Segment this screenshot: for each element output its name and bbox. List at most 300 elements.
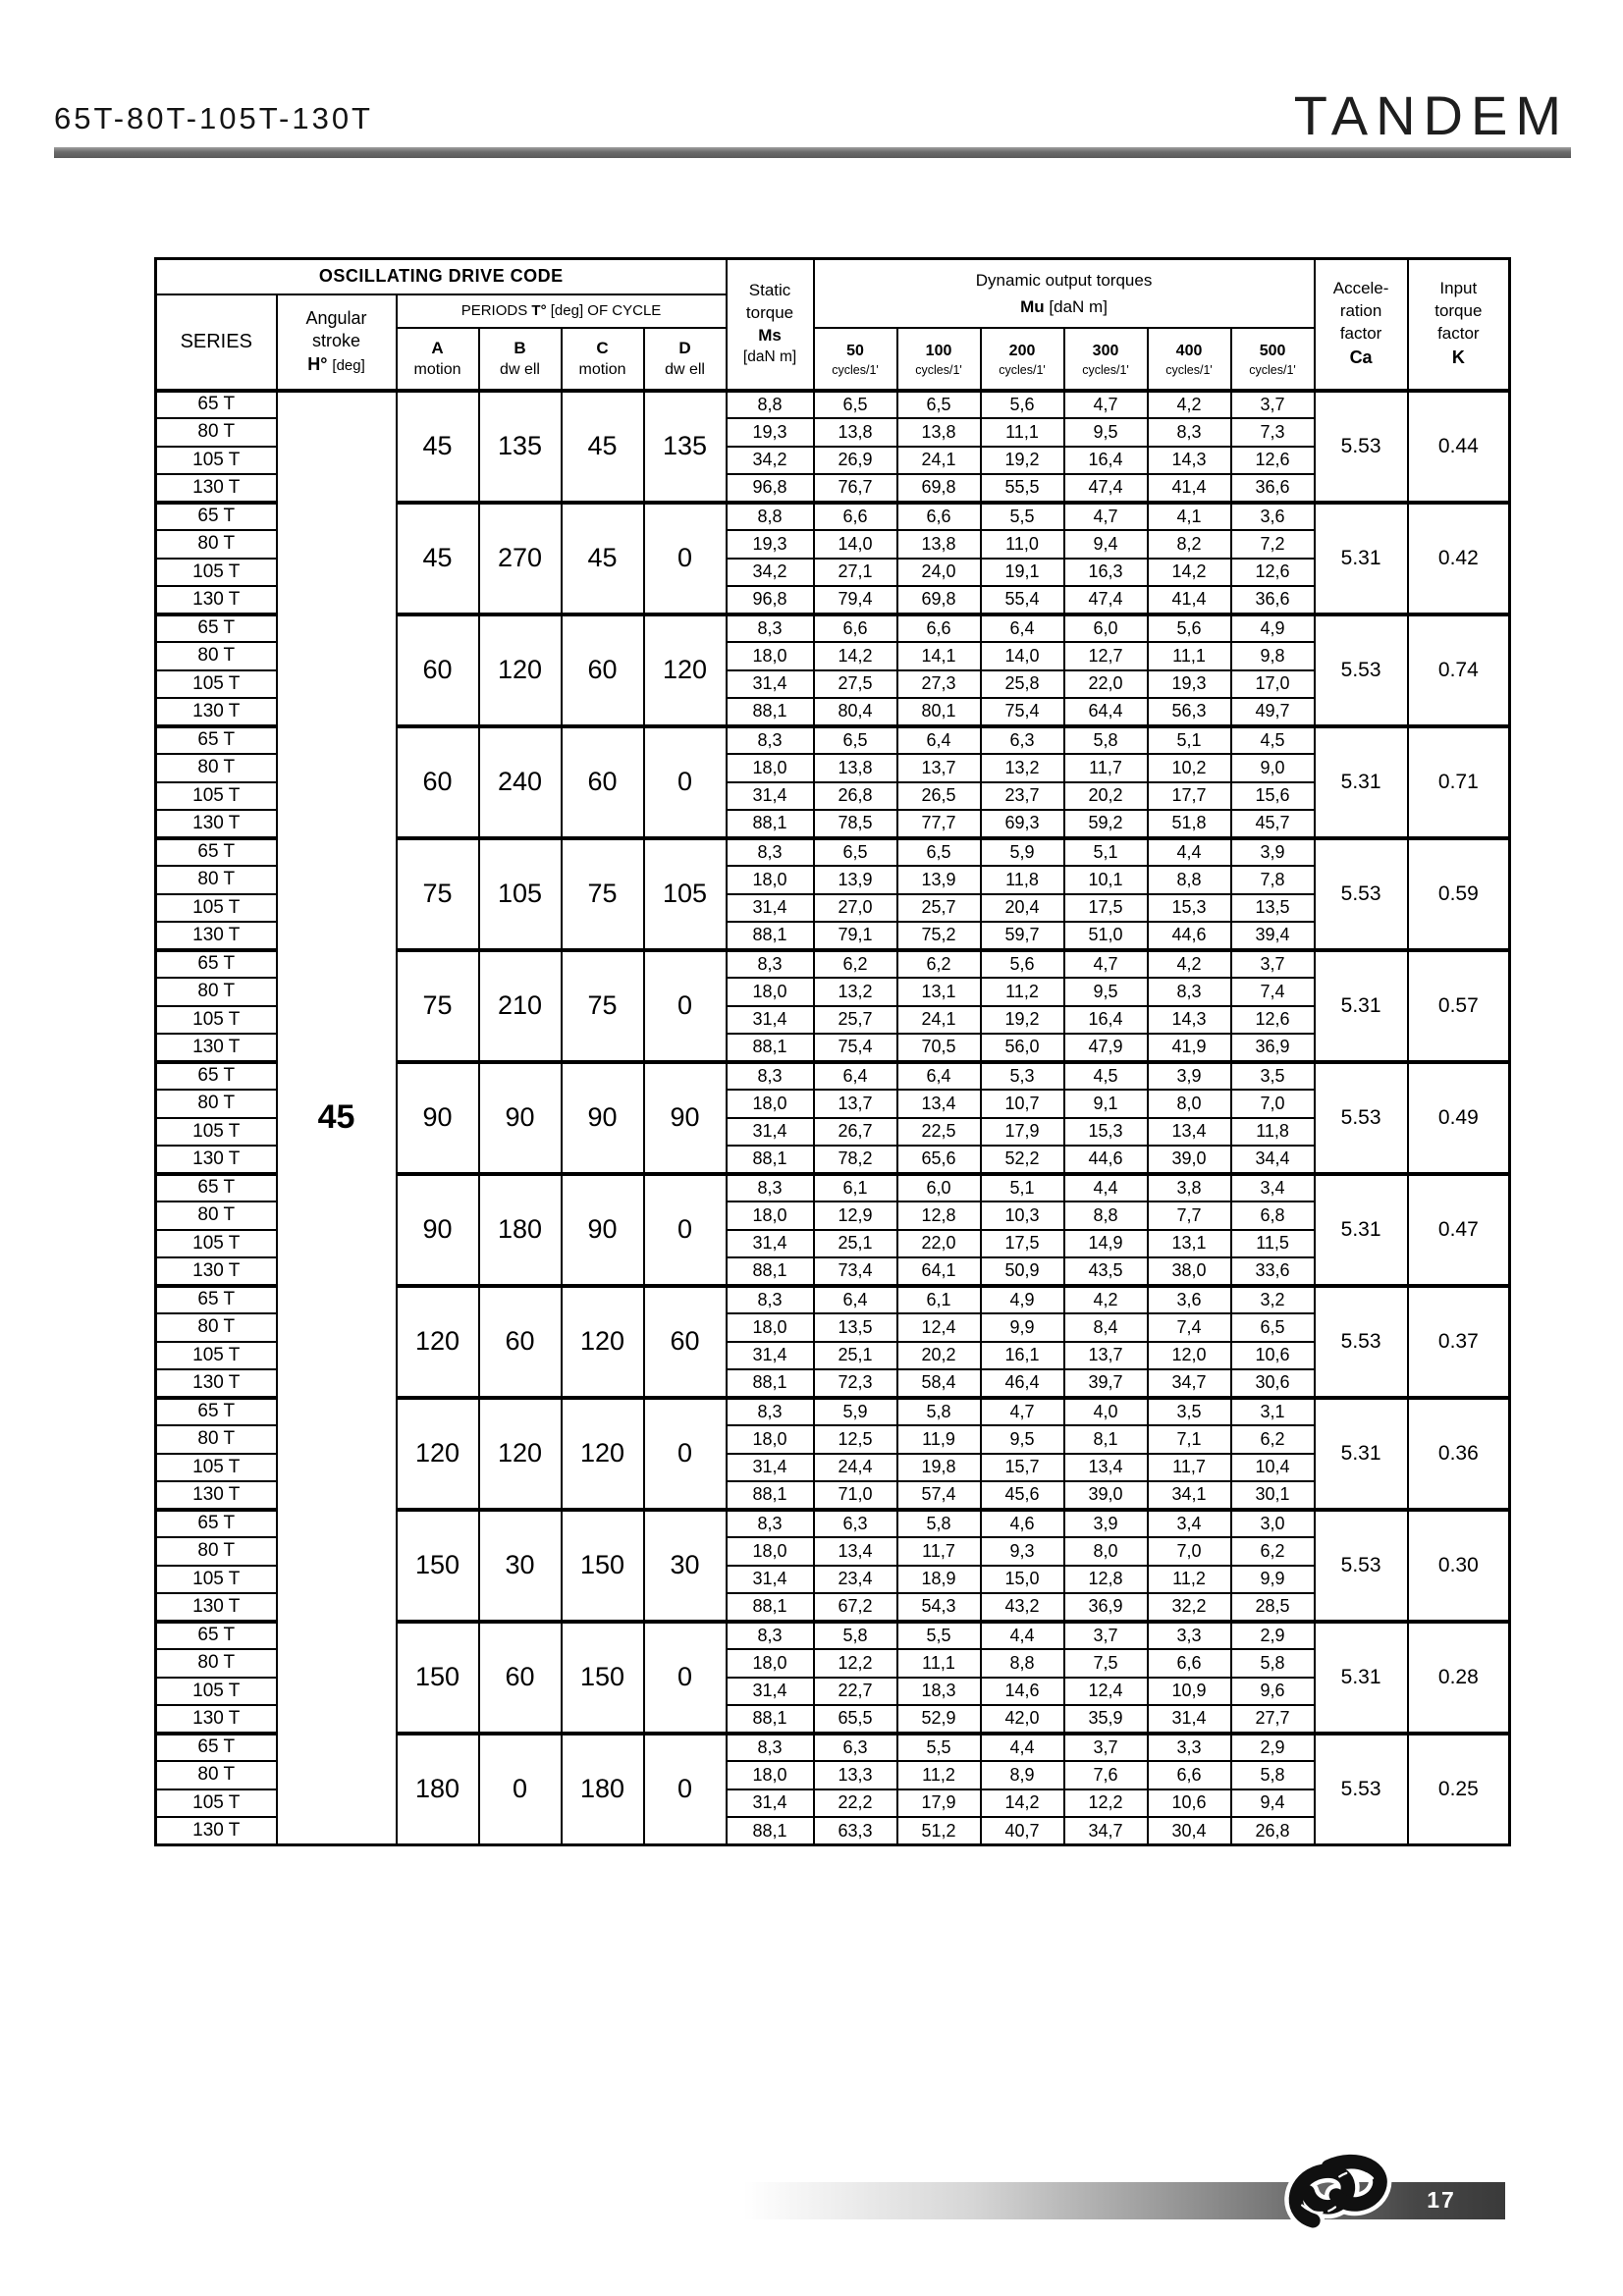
ms-value: 88,1 [727,1369,814,1398]
period-d-value: 0 [644,726,727,838]
mu-value: 56,0 [981,1034,1064,1062]
mu-value: 5,1 [981,1174,1064,1202]
cycles-100-unit: cycles/1' [915,363,962,378]
series-cell: 105 T [156,782,277,811]
ms-value: 31,4 [727,1454,814,1482]
mu-value: 15,3 [1148,894,1231,923]
period-b-value: 0 [479,1734,562,1845]
mu-value: 6,6 [814,614,897,643]
mu-value: 8,8 [981,1649,1064,1678]
header-periods [397,294,727,328]
mu-value: 5,5 [897,1622,981,1650]
mu-value: 6,4 [897,726,981,755]
mu-value: 36,6 [1231,586,1315,614]
mu-value: 7,4 [1148,1313,1231,1342]
period-c-value: 75 [562,950,644,1062]
series-cell: 130 T [156,1705,277,1734]
brand-title: TANDEM [1293,84,1569,146]
period-c-value: 45 [562,503,644,614]
period-c-value: 90 [562,1174,644,1286]
ms-value: 8,3 [727,1398,814,1426]
mu-value: 13,9 [814,866,897,894]
mu-value: 13,7 [1064,1342,1148,1370]
mu-value: 3,2 [1231,1286,1315,1314]
cycles-200-value: 200 [1008,342,1036,359]
mu-value: 5,8 [1231,1649,1315,1678]
mu-value: 22,0 [1064,670,1148,699]
series-cell: 80 T [156,1537,277,1566]
mu-value: 13,4 [1148,1118,1231,1147]
mu-value: 26,5 [897,782,981,811]
series-cell: 130 T [156,1257,277,1286]
mu-value: 52,9 [897,1705,981,1734]
k-value: 0.57 [1408,950,1510,1062]
ms-value: 8,8 [727,503,814,531]
period-b-value: 30 [479,1510,562,1622]
mu-value: 59,2 [1064,810,1148,838]
period-b-value: 180 [479,1174,562,1286]
header-cycles-500 [1231,328,1315,391]
mu-value: 10,3 [981,1201,1064,1230]
series-cell: 105 T [156,894,277,923]
mu-value: 12,4 [1064,1678,1148,1706]
dynamic-title: Dynamic output torques [975,270,1153,290]
mu-value: 5,5 [981,503,1064,531]
period-d-value: 0 [644,950,727,1062]
h-deg-unit: [deg] [332,356,365,374]
k-value: 0.74 [1408,614,1510,726]
period-d-value: 105 [644,838,727,950]
mu-value: 6,0 [1064,614,1148,643]
mu-value: 3,1 [1231,1398,1315,1426]
period-c-value: 150 [562,1622,644,1734]
mu-value: 6,3 [814,1510,897,1538]
angular-word-2: stroke [311,331,361,351]
mu-value: 11,2 [1148,1566,1231,1594]
static-word-2: torque [745,303,794,323]
mu-value: 6,5 [814,838,897,867]
mu-value: 26,9 [814,447,897,475]
mu-value: 13,2 [814,978,897,1006]
mu-value: 9,6 [1231,1678,1315,1706]
mu-value: 22,2 [814,1789,897,1818]
mu-value: 3,9 [1231,838,1315,867]
mu-value: 6,2 [814,950,897,979]
ms-value: 31,4 [727,1342,814,1370]
ms-unit: [daN m] [742,348,797,366]
mu-value: 65,6 [897,1146,981,1174]
period-d-value: 0 [644,503,727,614]
mu-value: 14,1 [897,642,981,670]
period-d-value: 0 [644,1622,727,1734]
mu-value: 41,4 [1148,474,1231,503]
ms-value: 18,0 [727,1537,814,1566]
mu-value: 10,4 [1231,1454,1315,1482]
header-rule [54,147,1571,158]
series-cell: 65 T [156,1062,277,1091]
ms-value: 8,8 [727,391,814,419]
period-a-value: 60 [397,726,479,838]
mu-value: 14,2 [1148,559,1231,587]
mu-value: 4,5 [1064,1062,1148,1091]
header-acceleration-factor [1315,259,1408,391]
mu-value: 19,8 [897,1454,981,1482]
series-cell: 105 T [156,1566,277,1594]
series-cell: 65 T [156,950,277,979]
ca-symbol: Ca [1349,347,1373,368]
mu-value: 3,7 [1064,1622,1148,1650]
mu-value: 43,2 [981,1593,1064,1622]
mu-value: 15,7 [981,1454,1064,1482]
mu-value: 14,2 [814,642,897,670]
mu-value: 47,9 [1064,1034,1148,1062]
mu-value: 3,3 [1148,1622,1231,1650]
period-b-value: 135 [479,391,562,503]
ca-value: 5.31 [1315,1622,1408,1734]
mu-value: 28,5 [1231,1593,1315,1622]
mu-value: 12,0 [1148,1342,1231,1370]
mu-value: 4,2 [1148,391,1231,419]
mu-value: 6,2 [1231,1425,1315,1454]
mu-value: 57,4 [897,1481,981,1510]
static-word-1: Static [748,281,791,300]
mu-value: 8,8 [1148,866,1231,894]
header-period-c [562,328,644,391]
mu-value: 10,2 [1148,754,1231,782]
mu-value: 30,6 [1231,1369,1315,1398]
period-d-value: 135 [644,391,727,503]
header-cycles-50 [814,328,897,391]
table-body [156,391,1510,1845]
mu-value: 4,5 [1231,726,1315,755]
ms-value: 31,4 [727,1789,814,1818]
ca-value: 5.53 [1315,838,1408,950]
mu-value: 10,6 [1148,1789,1231,1818]
mu-value: 9,3 [981,1537,1064,1566]
period-d-value: 90 [644,1062,727,1174]
mu-value: 20,4 [981,894,1064,923]
ms-value: 8,3 [727,726,814,755]
header-period-a [397,328,479,391]
period-a-value: 75 [397,838,479,950]
mu-value: 4,9 [981,1286,1064,1314]
header-cycles-200 [981,328,1064,391]
series-cell: 65 T [156,614,277,643]
angular-word-1: Angular [305,307,367,328]
period-a-value: 180 [397,1734,479,1845]
cycles-500-unit: cycles/1' [1249,363,1296,378]
cycles-50-unit: cycles/1' [832,363,879,378]
series-cell: 65 T [156,391,277,419]
period-c-value: 120 [562,1286,644,1398]
mu-value: 26,8 [1231,1817,1315,1845]
mu-value: 34,4 [1231,1146,1315,1174]
mu-value: 6,5 [897,838,981,867]
mu-value: 5,8 [1231,1761,1315,1789]
series-cell: 130 T [156,810,277,838]
ms-value: 18,0 [727,754,814,782]
mu-value: 47,4 [1064,586,1148,614]
period-a-value: 150 [397,1510,479,1622]
series-cell: 80 T [156,754,277,782]
series-cell: 105 T [156,559,277,587]
mu-value: 9,5 [1064,978,1148,1006]
mu-value: 6,6 [897,614,981,643]
mu-value: 5,3 [981,1062,1064,1091]
mu-value: 7,5 [1064,1649,1148,1678]
ms-value: 18,0 [727,1649,814,1678]
ms-value: 18,0 [727,866,814,894]
mu-value: 22,7 [814,1678,897,1706]
mu-value: 40,7 [981,1817,1064,1845]
mu-value: 10,9 [1148,1678,1231,1706]
mu-value: 6,3 [814,1734,897,1762]
ca-value: 5.31 [1315,1398,1408,1510]
k-value: 0.28 [1408,1622,1510,1734]
mu-value: 5,1 [1148,726,1231,755]
cycles-400-value: 400 [1175,342,1203,359]
series-cell: 105 T [156,1230,277,1258]
mu-value: 27,5 [814,670,897,699]
torque-table [154,257,1511,1846]
mu-value: 15,3 [1064,1118,1148,1147]
mu-value: 9,4 [1231,1789,1315,1818]
ms-value: 31,4 [727,1678,814,1706]
ms-value: 88,1 [727,1146,814,1174]
mu-value: 6,2 [1231,1537,1315,1566]
mu-value: 3,9 [1064,1510,1148,1538]
mu-value: 27,0 [814,894,897,923]
series-cell: 105 T [156,1454,277,1482]
mu-value: 5,6 [1148,614,1231,643]
series-cell: 105 T [156,1118,277,1147]
mu-value: 6,6 [897,503,981,531]
mu-value: 11,8 [1231,1118,1315,1147]
mu-value: 59,7 [981,922,1064,950]
mu-value: 71,0 [814,1481,897,1510]
periods-suffix: [deg] OF CYCLE [550,302,662,319]
ms-symbol: Ms [758,326,782,346]
mu-value: 55,5 [981,474,1064,503]
mu-value: 25,7 [897,894,981,923]
mu-value: 26,8 [814,782,897,811]
mu-value: 4,7 [981,1398,1064,1426]
ca-value: 5.31 [1315,726,1408,838]
mu-value: 15,0 [981,1566,1064,1594]
period-b-value: 210 [479,950,562,1062]
period-d-value: 0 [644,1174,727,1286]
mu-value: 7,2 [1231,530,1315,559]
mu-value: 13,7 [814,1090,897,1118]
ms-value: 31,4 [727,894,814,923]
series-cell: 80 T [156,1090,277,1118]
mu-value: 12,4 [897,1313,981,1342]
period-c-value: 90 [562,1062,644,1174]
mu-value: 6,6 [1148,1761,1231,1789]
ms-value: 88,1 [727,922,814,950]
series-cell: 65 T [156,1286,277,1314]
mu-value: 8,1 [1064,1425,1148,1454]
mu-value: 3,5 [1148,1398,1231,1426]
series-cell: 65 T [156,1174,277,1202]
mu-value: 3,6 [1231,503,1315,531]
series-cell: 80 T [156,530,277,559]
mu-value: 75,4 [814,1034,897,1062]
mu-value: 7,6 [1064,1761,1148,1789]
ms-value: 88,1 [727,698,814,726]
mu-value: 13,4 [1064,1454,1148,1482]
ms-value: 8,3 [727,614,814,643]
mu-value: 4,2 [1148,950,1231,979]
mu-value: 27,3 [897,670,981,699]
header-dynamic-torques [814,259,1315,328]
ms-value: 8,3 [727,1510,814,1538]
mu-value: 45,6 [981,1481,1064,1510]
mu-value: 4,6 [981,1510,1064,1538]
mu-value: 6,5 [1231,1313,1315,1342]
ms-value: 18,0 [727,1425,814,1454]
input-word-2: torque [1434,301,1483,321]
k-symbol: K [1451,347,1465,368]
mu-value: 6,5 [814,726,897,755]
mu-value: 4,7 [1064,391,1148,419]
mu-value: 12,9 [814,1201,897,1230]
cycles-200-unit: cycles/1' [999,363,1046,378]
ms-value: 19,3 [727,418,814,447]
ms-value: 34,2 [727,559,814,587]
mu-value: 70,5 [897,1034,981,1062]
mu-value: 13,1 [1148,1230,1231,1258]
ms-value: 8,3 [727,1734,814,1762]
mu-value: 73,4 [814,1257,897,1286]
mu-value: 25,8 [981,670,1064,699]
mu-value: 26,7 [814,1118,897,1147]
mu-value: 36,9 [1064,1593,1148,1622]
mu-value: 78,5 [814,810,897,838]
mu-value: 24,4 [814,1454,897,1482]
mu-value: 11,7 [897,1537,981,1566]
period-d-letter: D [678,338,691,357]
mu-value: 44,6 [1064,1146,1148,1174]
mu-value: 9,1 [1064,1090,1148,1118]
period-b-value: 90 [479,1062,562,1174]
mu-value: 7,7 [1148,1201,1231,1230]
input-word-3: factor [1437,324,1480,344]
period-c-value: 75 [562,838,644,950]
ms-value: 88,1 [727,1481,814,1510]
mu-value: 9,5 [981,1425,1064,1454]
mu-value: 11,1 [1148,642,1231,670]
ms-value: 31,4 [727,1118,814,1147]
mu-value: 16,1 [981,1342,1064,1370]
period-c-letter: C [596,338,609,357]
series-cell: 80 T [156,1649,277,1678]
ms-value: 8,3 [727,950,814,979]
mu-value: 4,4 [1064,1174,1148,1202]
mu-value: 13,9 [897,866,981,894]
mu-value: 41,4 [1148,586,1231,614]
ms-value: 18,0 [727,1761,814,1789]
mu-value: 13,8 [814,754,897,782]
ms-value: 8,3 [727,1174,814,1202]
period-b-letter: B [514,338,526,357]
header-cycles-300 [1064,328,1148,391]
mu-value: 79,4 [814,586,897,614]
ca-value: 5.53 [1315,1062,1408,1174]
mu-value: 5,6 [981,950,1064,979]
mu-value: 14,6 [981,1678,1064,1706]
mu-value: 65,5 [814,1705,897,1734]
cycles-300-unit: cycles/1' [1082,363,1129,378]
mu-value: 45,7 [1231,810,1315,838]
mu-value: 6,2 [897,950,981,979]
period-b-type: dw ell [500,361,540,379]
mu-value: 22,5 [897,1118,981,1147]
mu-value: 75,4 [981,698,1064,726]
mu-value: 4,4 [1148,838,1231,867]
ca-value: 5.31 [1315,1174,1408,1286]
period-b-value: 240 [479,726,562,838]
mu-value: 4,7 [1064,950,1148,979]
ms-value: 88,1 [727,1034,814,1062]
period-d-value: 0 [644,1734,727,1845]
mu-value: 13,8 [814,418,897,447]
mu-value: 76,7 [814,474,897,503]
mu-value: 6,8 [1231,1201,1315,1230]
accel-word-2: ration [1339,301,1382,321]
series-cell: 105 T [156,447,277,475]
series-cell: 80 T [156,1761,277,1789]
header-cycles-400 [1148,328,1231,391]
mu-value: 6,4 [814,1286,897,1314]
ms-value: 88,1 [727,1817,814,1845]
series-cell: 65 T [156,726,277,755]
mu-value: 19,2 [981,447,1064,475]
mu-value: 8,3 [1148,418,1231,447]
mu-value: 64,4 [1064,698,1148,726]
mu-value: 12,6 [1231,447,1315,475]
mu-value: 56,3 [1148,698,1231,726]
mu-value: 7,3 [1231,418,1315,447]
mu-value: 11,5 [1231,1230,1315,1258]
mu-value: 17,5 [981,1230,1064,1258]
mu-value: 7,4 [1231,978,1315,1006]
mu-value: 39,0 [1064,1481,1148,1510]
mu-value: 41,9 [1148,1034,1231,1062]
mu-value: 6,1 [814,1174,897,1202]
cycles-50-value: 50 [846,342,864,359]
mu-value: 80,4 [814,698,897,726]
mu-value: 6,4 [981,614,1064,643]
mu-value: 3,9 [1148,1062,1231,1091]
mu-value: 3,5 [1231,1062,1315,1091]
mu-value: 8,4 [1064,1313,1148,1342]
mu-value: 11,7 [1064,754,1148,782]
mu-value: 23,4 [814,1566,897,1594]
period-a-value: 120 [397,1398,479,1510]
mu-value: 4,1 [1148,503,1231,531]
series-cell: 65 T [156,503,277,531]
mu-value: 50,9 [981,1257,1064,1286]
ms-value: 96,8 [727,474,814,503]
mu-value: 25,1 [814,1342,897,1370]
mu-value: 35,9 [1064,1705,1148,1734]
series-cell: 130 T [156,922,277,950]
mu-value: 7,8 [1231,866,1315,894]
page-number: 17 [1427,2187,1456,2213]
mu-value: 5,8 [897,1398,981,1426]
mu-value: 5,8 [897,1510,981,1538]
